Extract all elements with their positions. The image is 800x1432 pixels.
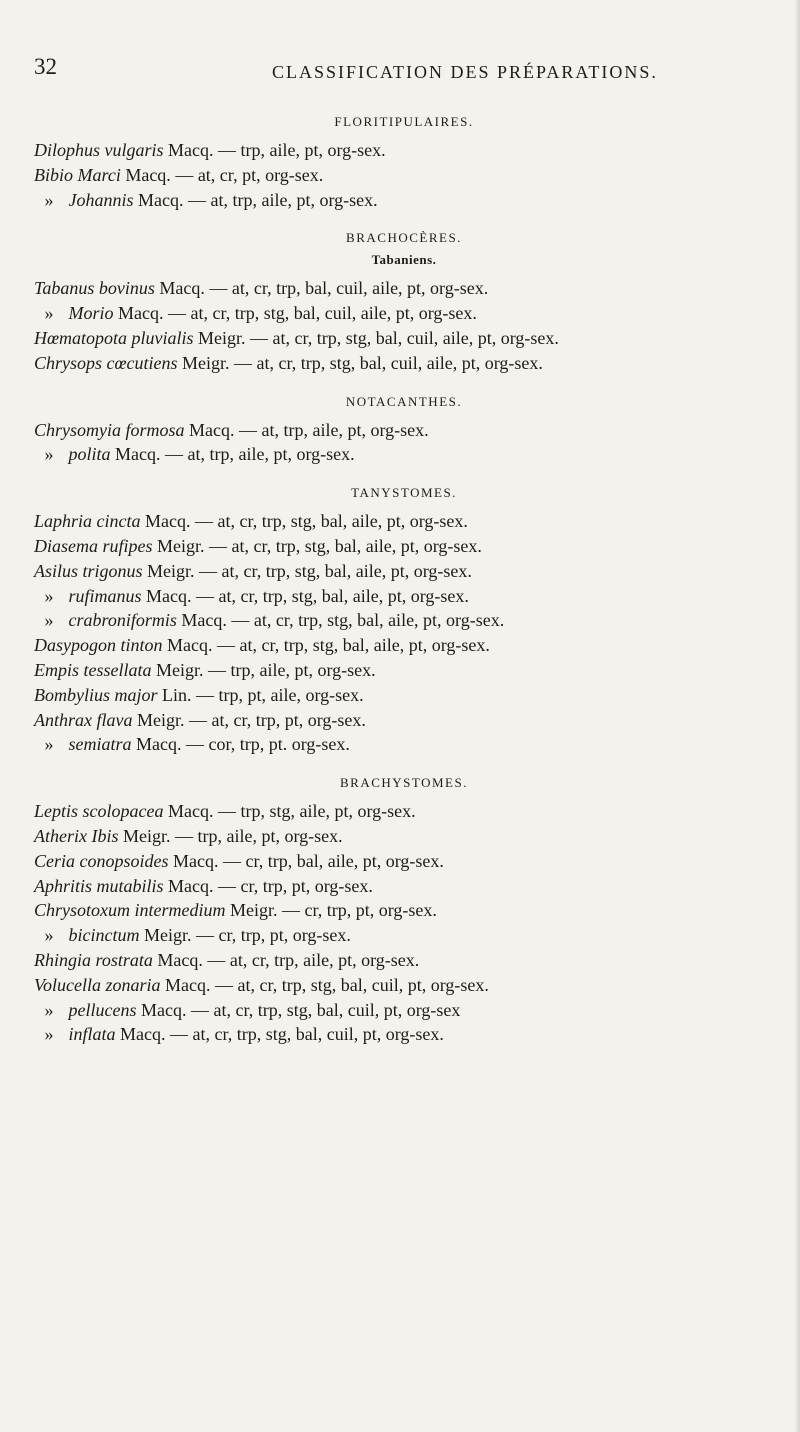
author-abbrev: Macq. — [115, 444, 161, 465]
species-entry — [34, 442, 774, 467]
species-name: Asilus trigonus — [34, 560, 143, 581]
species-entry — [34, 898, 774, 923]
author-abbrev: Meigr. — [147, 560, 195, 581]
author-abbrev: Macq. — [138, 189, 184, 210]
species-name: semiatra — [68, 734, 132, 755]
preparation-list: — at, cr, trp, stg, bal, aile, pt, org-sex. — [216, 635, 490, 656]
preparation-list: — at, trp, aile, pt, org-sex. — [187, 189, 378, 210]
species-name: Laphria cincta — [34, 511, 141, 532]
taxon-section — [34, 114, 774, 212]
species-entry — [34, 608, 774, 633]
species-name: inflata — [68, 1024, 116, 1045]
author-abbrev: Meigr. — [136, 709, 185, 730]
author-abbrev: Meigr. — [156, 659, 204, 680]
species-name: polita — [68, 444, 111, 465]
species-entry — [34, 658, 774, 683]
page-edge-shadow — [794, 0, 800, 1432]
species-name: rufimanus — [68, 585, 142, 606]
species-entry — [34, 683, 774, 708]
author-abbrev: Meigr. — [143, 925, 192, 946]
ditto-mark: » — [44, 585, 54, 606]
ditto-mark: » — [44, 999, 54, 1020]
section-title: FLORITIPULAIRES. — [334, 114, 474, 129]
author-abbrev: Macq. — [189, 419, 235, 440]
species-name: Ceria conopsoides — [34, 850, 169, 871]
species-name: Morio — [68, 303, 114, 324]
species-name: Diasema rufipes — [34, 535, 153, 556]
species-entry — [34, 923, 774, 948]
species-name: Hœmatopota pluvialis — [34, 327, 194, 348]
species-entry — [34, 998, 774, 1023]
preparation-list: — at, trp, aile, pt, org-sex. — [239, 419, 429, 440]
preparation-list: — trp, aile, pt, org-sex. — [174, 825, 343, 846]
preparation-list: — at, cr, trp, stg, bal, aile, pt, org-sex. — [196, 585, 469, 606]
section-title: NOTACANTHES. — [345, 393, 463, 409]
species-name: Volucella zonaria — [34, 974, 161, 995]
ditto-mark: » — [44, 189, 54, 210]
preparation-list: — at, cr, trp, pt, org-sex. — [188, 709, 366, 730]
author-abbrev: Macq. — [168, 875, 214, 896]
taxon-section — [34, 775, 774, 1047]
species-entry — [34, 559, 774, 584]
species-entry — [34, 708, 774, 733]
preparation-list: — at, cr, trp, stg, bal, cuil, aile, pt, org-sex. — [250, 327, 559, 348]
preparation-list: — at, cr, trp, stg, bal, aile, pt, org-sex. — [199, 560, 472, 581]
running-title: CLASSIFICATION DES PRÉPARATIONS. — [272, 62, 658, 82]
page-number: 32 — [34, 54, 57, 79]
subsection-title: Tabaniens. — [371, 252, 437, 268]
preparation-list: — at, trp, aile, pt, org-sex. — [165, 444, 355, 465]
species-name: Chrysomyia formosa — [34, 419, 185, 440]
species-entry — [34, 732, 774, 757]
author-abbrev: Macq. — [165, 974, 211, 995]
author-abbrev: Macq. — [181, 610, 227, 631]
preparation-list: — trp, stg, aile, pt, org-sex. — [217, 801, 416, 822]
preparation-list: — at, cr, trp, stg, bal, cuil, aile, pt, org-sex. — [234, 352, 543, 373]
preparation-list: — at, cr, trp, stg, bal, aile, pt, org-sex. — [209, 535, 482, 556]
author-abbrev: Meigr. — [229, 900, 278, 921]
species-name: Atherix Ibis — [34, 825, 119, 846]
author-abbrev: Meigr. — [198, 327, 246, 348]
species-name: pellucens — [68, 999, 137, 1020]
species-entry — [34, 799, 774, 824]
author-abbrev: Macq. — [159, 278, 205, 299]
preparation-list: — at, cr, trp, stg, bal, aile, pt, org-sex. — [194, 511, 468, 532]
species-entry — [34, 188, 774, 213]
ditto-mark: » — [44, 610, 54, 631]
author-abbrev: Macq. — [168, 140, 214, 160]
species-name: Tabanus bovinus — [34, 278, 155, 299]
species-name: Dilophus vulgaris — [34, 140, 164, 160]
species-name: Anthrax flava — [34, 709, 133, 730]
preparation-list: — at, cr, trp, aile, pt, org-sex. — [207, 949, 420, 970]
author-abbrev: Macq. — [157, 949, 203, 970]
author-abbrev: Macq. — [167, 635, 213, 656]
classification-list — [34, 114, 774, 1065]
author-abbrev: Macq. — [173, 850, 219, 871]
taxon-section — [34, 485, 774, 757]
preparation-list: — trp, pt, aile, org-sex. — [196, 684, 364, 705]
species-entry — [34, 824, 774, 849]
species-entry — [34, 301, 774, 326]
preparation-list: — cr, trp, bal, aile, pt, org-sex. — [222, 850, 444, 871]
species-entry — [34, 276, 774, 301]
species-entry — [34, 418, 774, 443]
species-entry — [34, 849, 774, 874]
species-entry — [34, 948, 774, 973]
preparation-list: — cr, trp, pt, org-sex. — [281, 900, 437, 921]
species-name: bicinctum — [68, 925, 140, 946]
section-title: BRACHOCÈRES. — [346, 230, 462, 246]
ditto-mark: » — [44, 1024, 54, 1045]
species-name: Aphritis mutabilis — [34, 875, 164, 896]
author-abbrev: Macq. — [167, 801, 214, 822]
preparation-list: — at, cr, trp, stg, bal, cuil, pt, org-sex — [190, 999, 461, 1020]
species-entry — [34, 973, 774, 998]
species-entry — [34, 351, 774, 376]
ditto-mark: » — [44, 734, 54, 755]
preparation-list: — cr, trp, pt, org-sex. — [218, 875, 373, 896]
preparation-list: — at, cr, trp, stg, bal, cuil, pt, org-sex. — [170, 1024, 444, 1045]
species-name: Rhingia rostrata — [34, 949, 153, 970]
taxon-section — [34, 394, 774, 468]
author-abbrev: Macq. — [118, 303, 164, 324]
species-name: Dasypogon tinton — [34, 635, 163, 656]
species-entry — [34, 138, 774, 163]
species-name: Chrysotoxum intermedium — [34, 900, 226, 921]
species-name: Johannis — [68, 189, 134, 210]
species-entry — [34, 584, 774, 609]
species-name: Empis tessellata — [34, 659, 152, 680]
species-name: Chrysops cœcutiens — [34, 352, 178, 373]
species-name: Leptis scolopacea — [34, 801, 164, 822]
author-abbrev: Macq. — [146, 585, 192, 606]
preparation-list: — at, cr, trp, stg, bal, aile, pt, org-sex. — [231, 610, 505, 631]
author-abbrev: Macq. — [136, 734, 182, 755]
preparation-list: — cr, trp, pt, org-sex. — [195, 925, 351, 946]
species-entry — [34, 633, 774, 658]
author-abbrev: Lin. — [162, 684, 192, 705]
ditto-mark: » — [44, 303, 54, 324]
species-entry — [34, 326, 774, 351]
author-abbrev: Macq. — [125, 164, 171, 185]
species-entry — [34, 163, 774, 188]
ditto-mark: » — [44, 925, 54, 946]
author-abbrev: Macq. — [140, 999, 187, 1020]
species-name: crabroniformis — [68, 610, 177, 631]
preparation-list: — trp, aile, pt, org-sex. — [208, 659, 376, 680]
species-entry — [34, 509, 774, 534]
preparation-list: — at, cr, pt, org-sex. — [175, 164, 324, 185]
species-entry — [34, 534, 774, 559]
author-abbrev: Meigr. — [182, 352, 230, 373]
preparation-list: — at, cr, trp, stg, bal, cuil, aile, pt, org-sex. — [167, 303, 477, 324]
preparation-list: — at, cr, trp, bal, cuil, aile, pt, org-sex. — [209, 278, 489, 299]
author-abbrev: Meigr. — [122, 825, 171, 846]
taxon-section — [34, 230, 774, 375]
species-name: Bibio Marci — [34, 164, 121, 185]
species-entry — [34, 874, 774, 899]
preparation-list: — trp, aile, pt, org-sex. — [218, 140, 386, 160]
preparation-list: — cor, trp, pt. org-sex. — [185, 734, 350, 755]
preparation-list: — at, cr, trp, stg, bal, cuil, pt, org-sex. — [214, 974, 489, 995]
ditto-mark: » — [44, 444, 54, 465]
section-title: BRACHYSTOMES. — [340, 775, 468, 791]
author-abbrev: Meigr. — [157, 535, 205, 556]
section-title: TANYSTOMES. — [351, 485, 457, 501]
species-entry — [34, 1022, 774, 1047]
species-name: Bombylius major — [34, 684, 158, 705]
author-abbrev: Macq. — [145, 511, 191, 532]
author-abbrev: Macq. — [120, 1024, 166, 1045]
